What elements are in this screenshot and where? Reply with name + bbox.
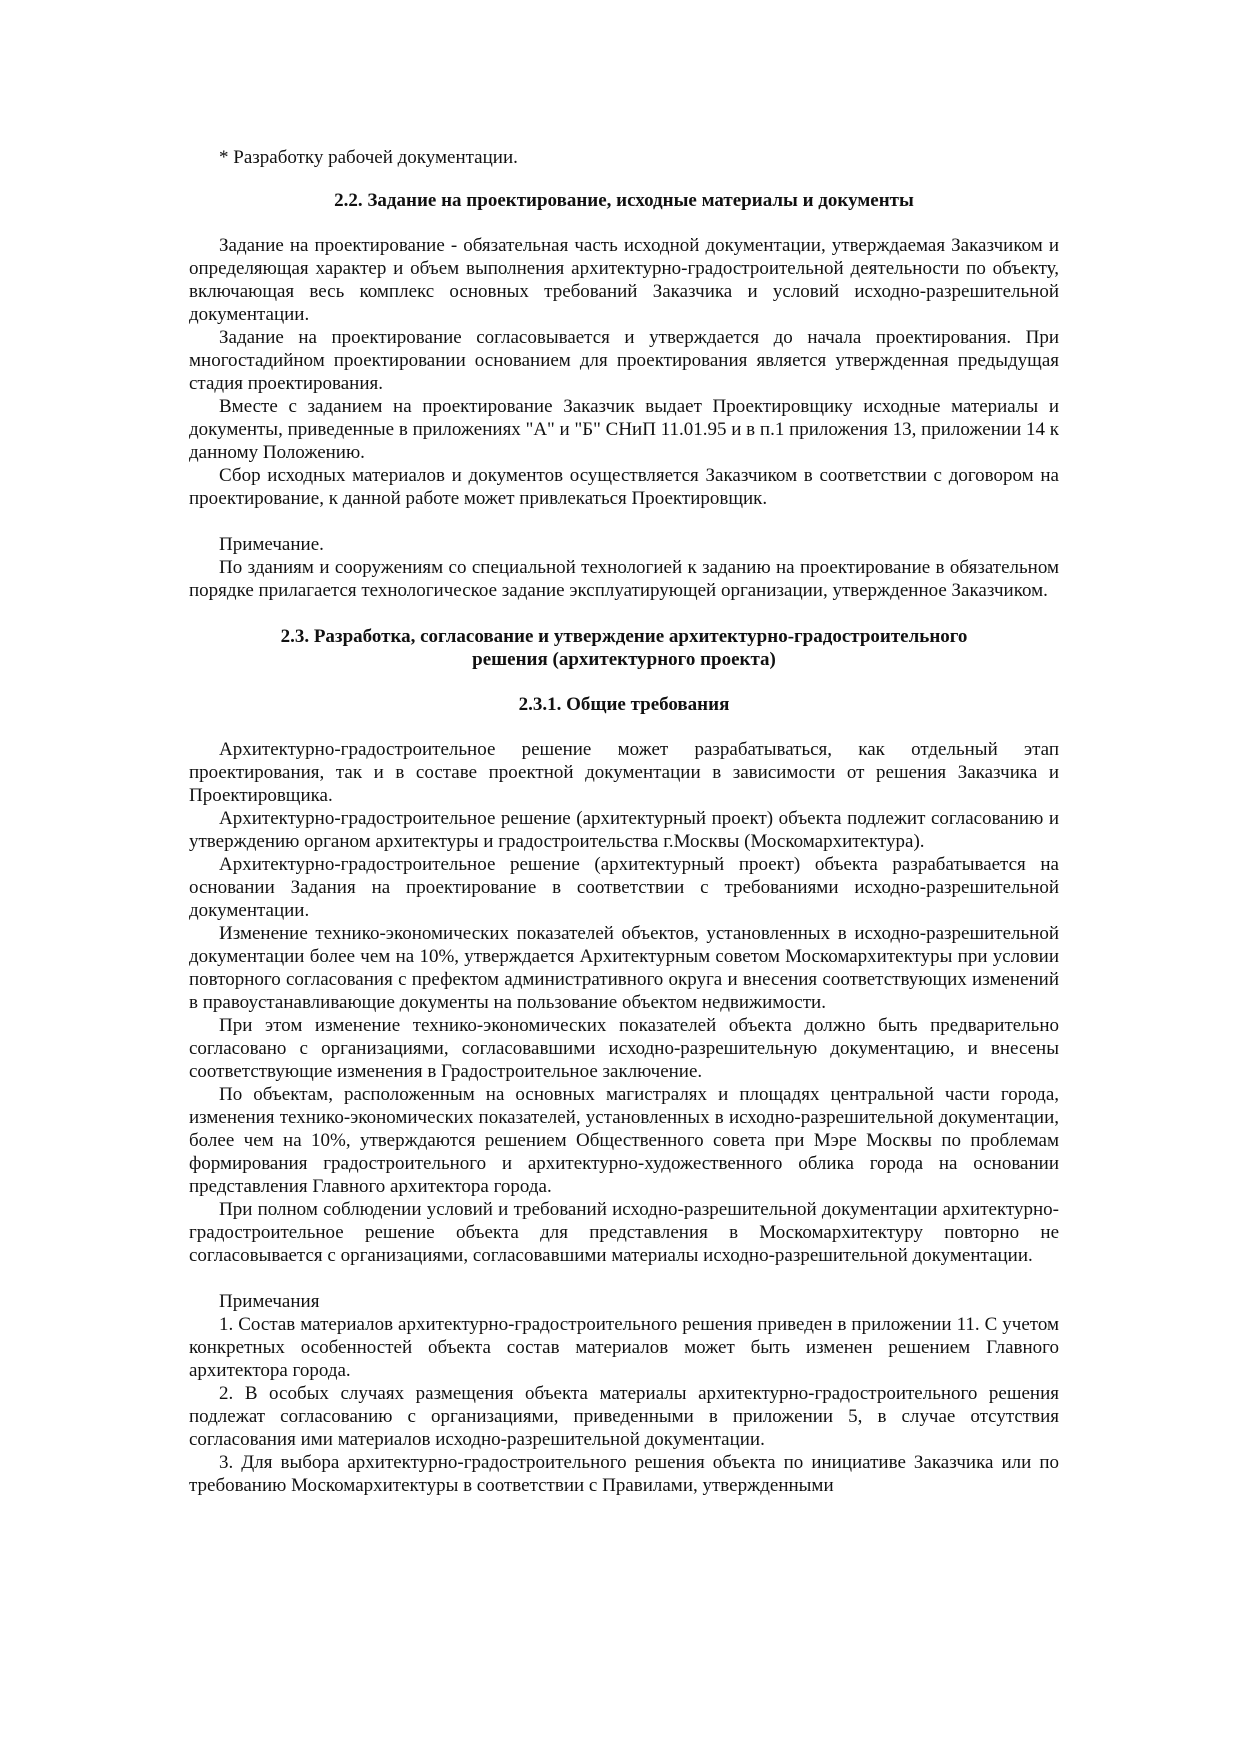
section-2-3-notes-label: Примечания: [219, 1291, 320, 1312]
section-2-3-paragraph: По объектам, расположенным на основных магистралях и площадях центральной части города, изменения технико-экономических показателей, установленных в исходно-разрешительной документации, более чем на 10%, утверждаются решением Общественного совета при Мэре Москвы по проблемам формирования градостроительного и архитектурно-художественного облика города на основании представления Главного архитектора города.: [189, 1084, 1059, 1197]
section-2-3-note-item: 1. Состав материалов архитектурно-градостроительного решения приведен в приложении 11. С учетом конкретных особенностей объекта состав материалов может быть изменен решением Главного архитектора города.: [189, 1314, 1059, 1381]
section-2-3-paragraph: Архитектурно-градостроительное решение (архитектурный проект) объекта подлежит согласованию и утверждению органом архитектуры и градостроительства г.Москвы (Москомархитектура).: [189, 808, 1059, 852]
bullet-intro: * Разработку рабочей документации.: [219, 147, 518, 168]
section-2-3-paragraph: При этом изменение технико-экономических показателей объекта должно быть предварительно согласовано с организациями, согласовавшими исходно-разрешительную документацию, и внесены соответствующие изменения в Градостроительное заключение.: [189, 1015, 1059, 1082]
section-2-3-note-item: 2. В особых случаях размещения объекта материалы архитектурно-градостроительного решения подлежат согласованию с организациями, приведенными в приложении 5, в случае отсутствия согласования ими материалов исходно-разрешительной документации.: [189, 1383, 1059, 1450]
section-2-3-1-subheading: 2.3.1. Общие требования: [518, 694, 730, 715]
section-2-3-heading-line2: решения (архитектурного проекта): [472, 649, 776, 670]
section-2-2-note-text: По зданиям и сооружениям со специальной технологией к заданию на проектирование в обязательном порядке прилагается технологическое задание эксплуатирующей организации, утвержденное Заказчиком.: [189, 557, 1059, 601]
section-2-2-note-label: Примечание.: [219, 534, 324, 555]
document-page: [189, 146, 1059, 1497]
section-2-3-heading-line1: 2.3. Разработка, согласование и утверждение архитектурно-градостроительного: [280, 626, 968, 647]
section-2-2-heading: 2.2. Задание на проектирование, исходные материалы и документы: [334, 190, 914, 211]
section-2-2-paragraph: Задание на проектирование согласовывается и утверждается до начала проектирования. При многостадийном проектировании основанием для проектирования является утвержденная предыдущая стадия проектирования.: [189, 327, 1059, 394]
section-2-2-paragraph: Сбор исходных материалов и документов осуществляется Заказчиком в соответствии с договором на проектирование, к данной работе может привлекаться Проектировщик.: [189, 465, 1059, 509]
section-2-3-paragraph: Архитектурно-градостроительное решение может разрабатываться, как отдельный этап проектирования, так и в составе проектной документации в зависимости от решения Заказчика и Проектировщика.: [189, 739, 1059, 806]
section-2-3-paragraph: Архитектурно-градостроительное решение (архитектурный проект) объекта разрабатывается на основании Задания на проектирование в соответствии с требованиями исходно-разрешительной документации.: [189, 854, 1059, 921]
section-2-2-paragraph: Задание на проектирование - обязательная часть исходной документации, утверждаемая Заказчиком и определяющая характер и объем выполнения архитектурно-градостроительной деятельности по объекту, включающая весь комплекс основных требований Заказчика и условий исходно-разрешительной документации.: [189, 235, 1059, 325]
section-2-3-paragraph: При полном соблюдении условий и требований исходно-разрешительной документации архитектурно-градостроительное решение объекта для представления в Москомархитектуру повторно не согласовывается с организациями, согласовавшими материалы исходно-разрешительной документации.: [189, 1199, 1059, 1266]
section-2-2-paragraph: Вместе с заданием на проектирование Заказчик выдает Проектировщику исходные материалы и документы, приведенные в приложениях "А" и "Б" СНиП 11.01.95 и в п.1 приложения 13, приложении 14 к данному Положению.: [189, 396, 1059, 463]
section-2-3-paragraph: Изменение технико-экономических показателей объектов, установленных в исходно-разрешительной документации более чем на 10%, утверждается Архитектурным советом Москомархитектуры при условии повторного согласования с префектом административного округа и внесения соответствующих изменений в правоустанавливающие документы на пользование объектом недвижимости.: [189, 923, 1059, 1013]
section-2-3-note-item: 3. Для выбора архитектурно-градостроительного решения объекта по инициативе Заказчика или по требованию Москомархитектуры в соответствии с Правилами, утвержденными: [189, 1452, 1059, 1496]
